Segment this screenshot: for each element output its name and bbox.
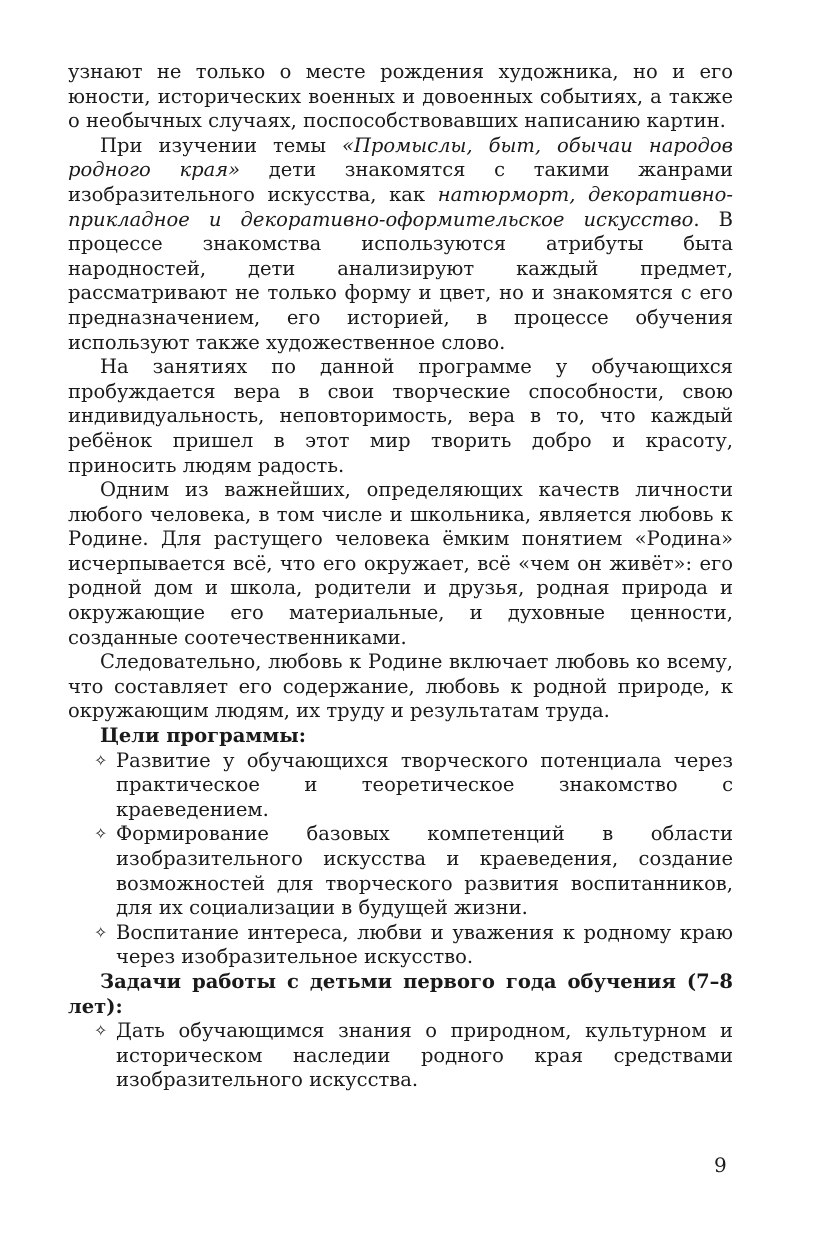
- page-number: 9: [714, 1153, 727, 1177]
- paragraph-3: На занятиях по данной программе у обучающихся пробуждается вера в свои творческие способности, свою индивидуальность, неповторимость, вера в то, что каждый ребёнок пришел в этот мир творить добро и красоту, приносить людям радость.: [68, 355, 733, 477]
- goal-text: Развитие у обучающихся творческого потенциала через практическое и теоретическое знакомство с краеведением.: [116, 748, 733, 821]
- paragraph-2-middle: дети знакомятся с такими жанрами изобразительного искусства, как: [68, 158, 733, 206]
- goal-item: [94, 822, 733, 920]
- tasks-heading: Задачи работы с детьми первого года обучения (7–8 лет):: [68, 969, 733, 1018]
- goal-text: Воспитание интереса, любви и уважения к родному краю через изобразительное искусство.: [116, 920, 733, 969]
- goal-text: Формирование базовых компетенций в области изобразительного искусства и краеведения, создание возможностей для творческого развития воспитанников, для их социализации в будущей жизни.: [116, 822, 733, 920]
- paragraph-1: узнают не только о месте рождения художника, но и его юности, исторических военных и довоенных событиях, а также о необычных случаях, поспособствовавших написанию картин.: [68, 60, 733, 133]
- paragraph-2-end: . В процессе знакомства используются атрибуты быта народностей, дети анализируют каждый предмет, рассматривают не только форму и цвет, но и знакомятся с его предназначением, его историей, в процессе обучения используют также художественное слово.: [68, 207, 734, 354]
- genres-list: натюрморт, декоративно-прикладное и декоративно-оформительское искусство: [68, 182, 733, 231]
- tasks-list: [68, 1019, 733, 1093]
- goals-heading: Цели программы:: [100, 724, 307, 748]
- star-bullet-icon: ✧: [94, 750, 108, 770]
- star-bullet-icon: ✧: [94, 824, 108, 844]
- theme-title: «Промыслы, быт, обычаи народов родного края»: [68, 133, 733, 182]
- paragraph-4: Одним из важнейших, определяющих качеств личности любого человека, в том числе и школьника, является любовь к Родине. Для растущего человека ёмким понятием «Родина» исчерпывается всё, что его окружает, всё «чем он живёт»: его родной дом и школа, родители и друзья, родная природа и окружающие его материальные, и духовные ценности, созданные соотечественниками.: [68, 478, 733, 649]
- page-body: [68, 60, 733, 1093]
- paragraph-2-intro: При изучении темы: [100, 133, 342, 157]
- paragraph-2: [68, 134, 733, 355]
- paragraph-5: Следовательно, любовь к Родине включает любовь ко всему, что составляет его содержание, любовь к родной природе, к окружающим людям, их труду и результатам труда.: [68, 650, 733, 723]
- star-bullet-icon: ✧: [94, 1021, 108, 1041]
- task-text: Дать обучающимся знания о природном, культурном и историческом наследии родного края средствами изобразительного искусства.: [116, 1019, 733, 1092]
- goal-item: [94, 920, 733, 970]
- goal-item: [94, 748, 733, 823]
- goals-list: [68, 749, 733, 970]
- star-bullet-icon: ✧: [94, 922, 108, 942]
- task-item: [94, 1019, 733, 1093]
